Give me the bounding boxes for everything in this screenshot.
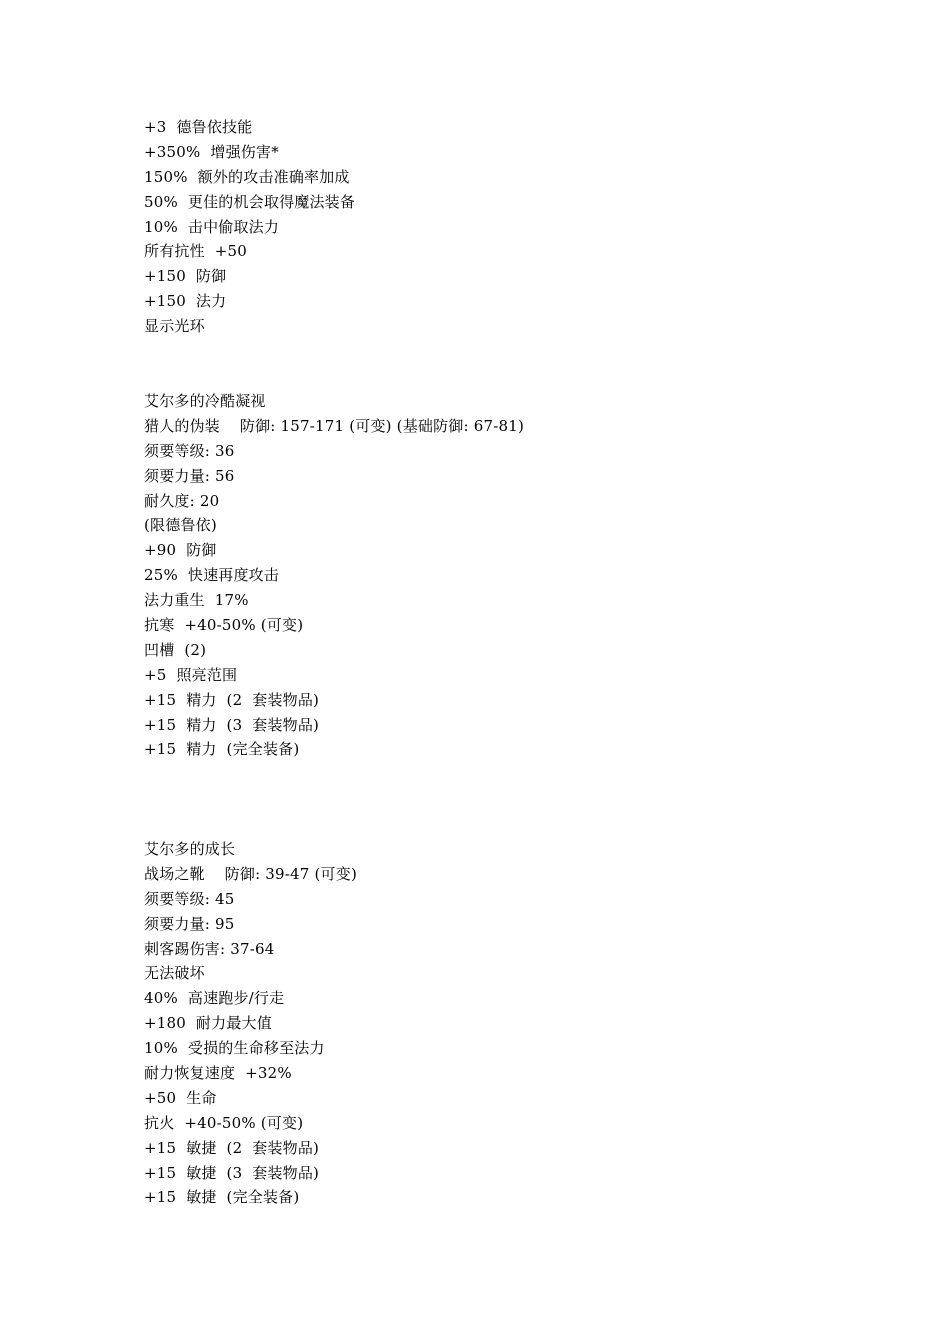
stat-line: 显示光环: [144, 317, 205, 336]
set-bonus-line: +15 敏捷 (2 套装物品): [144, 1138, 320, 1157]
stat-line: +50 生命: [144, 1088, 217, 1107]
set-bonus-line: +15 敏捷 (完全装备): [144, 1188, 300, 1207]
stat-line: 耐力恢复速度 +32%: [144, 1064, 292, 1083]
stat-line: 抗寒 +40-50% (可变): [144, 616, 304, 635]
stat-line: 法力重生 17%: [144, 591, 249, 610]
stat-line: 50% 更佳的机会取得魔法装备: [144, 192, 356, 211]
stat-line: 须要等级: 45: [144, 889, 235, 908]
stat-line: 耐久度: 20: [144, 491, 220, 510]
stat-line: +350% 增强伤害*: [144, 142, 279, 161]
item-title: 艾尔多的冷酷凝视: [144, 392, 266, 410]
stat-line: (限德鲁依): [144, 516, 217, 535]
stat-line: 10% 击中偷取法力: [144, 217, 280, 236]
stat-line: 所有抗性 +50: [144, 242, 247, 261]
stat-line: 无法破坏: [144, 964, 205, 983]
stat-line: 须要力量: 56: [144, 466, 235, 485]
set-bonus-line: +15 精力 (2 套装物品): [144, 690, 320, 709]
stat-line: +150 防御: [144, 267, 227, 286]
stat-line: 25% 快速再度攻击: [144, 566, 280, 585]
stat-line: 10% 受损的生命移至法力: [144, 1039, 325, 1058]
stat-line: 凹槽 (2): [144, 640, 207, 659]
set-bonus-line: +15 敏捷 (3 套装物品): [144, 1163, 320, 1182]
item-base-defense: 战场之靴 防御: 39-47 (可变): [144, 864, 358, 883]
item-block-aldur-advance: [144, 837, 844, 1210]
set-bonus-line: +15 精力 (3 套装物品): [144, 715, 320, 734]
stat-line: 150% 额外的攻击准确率加成: [144, 167, 350, 186]
stat-line: +5 照亮范围: [144, 665, 238, 684]
item-stats-block: [144, 115, 844, 339]
stat-line: +180 耐力最大值: [144, 1014, 272, 1033]
stat-line: 须要力量: 95: [144, 914, 235, 933]
stat-line: +3 德鲁依技能: [144, 118, 253, 136]
item-block-aldur-gaze: [144, 389, 844, 762]
stat-line: +150 法力: [144, 292, 227, 311]
item-base-defense: 猎人的伪装 防御: 157-171 (可变) (基础防御: 67-81): [144, 416, 525, 435]
item-title: 艾尔多的成长: [144, 840, 236, 858]
stat-line: 40% 高速跑步/行走: [144, 989, 285, 1008]
stat-line: 刺客踢伤害: 37-64: [144, 939, 275, 958]
stat-line: 抗火 +40-50% (可变): [144, 1113, 304, 1132]
set-bonus-line: +15 精力 (完全装备): [144, 740, 300, 759]
stat-line: 须要等级: 36: [144, 441, 235, 460]
stat-line: +90 防御: [144, 541, 217, 560]
